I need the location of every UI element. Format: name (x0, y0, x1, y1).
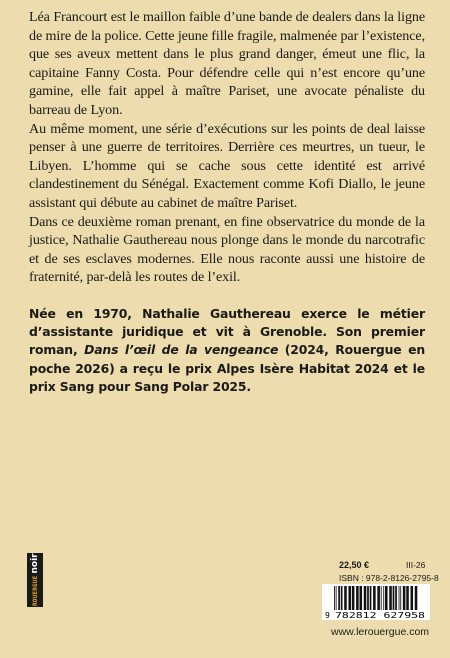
summary-paragraph: Dans ce deuxième roman prenant, en fine observatrice du monde de la justice, Nathalie Gauthereau nous plonge dans le monde du narcotrafic et de ses esclaves modernes. Elle nous raconte aussi une histoire de fraternité, par-delà les routes de l’exil. (29, 213, 425, 286)
barcode-bar (393, 586, 395, 610)
barcode-bar (400, 586, 401, 610)
barcode-bar (360, 586, 363, 610)
isbn-label: ISBN : 978-2-8126-2795-8 (339, 573, 439, 583)
barcode-graphic (322, 584, 430, 620)
barcode-bar (356, 586, 359, 610)
barcode-bar (364, 586, 367, 610)
back-cover-summary (29, 8, 425, 287)
barcode-bar (336, 586, 337, 610)
barcode-bar (383, 586, 384, 610)
barcode-bar (352, 586, 355, 610)
barcode-bar (411, 586, 414, 610)
publisher-logo (27, 553, 43, 607)
barcode-digits: 782812 627958 (335, 611, 426, 620)
series-code: III-26 (406, 560, 426, 570)
logo-rouergue-text: ROUERGUE (31, 575, 39, 606)
barcode-bar (341, 586, 343, 610)
barcode-bar (385, 586, 388, 610)
barcode (322, 584, 430, 620)
barcode-first-digit: 9 (325, 611, 330, 620)
barcode-bar (338, 586, 340, 610)
barcode-bar (381, 586, 382, 610)
publisher-website[interactable]: www.lerouergue.com (331, 626, 430, 638)
barcode-bar (373, 586, 376, 610)
summary-paragraph: Léa Francourt est le maillon faible d’une bande de dealers dans la ligne de mire de la police. Cette jeune fille fragile, malmenée par l’existence, que ses aveux mettent dans le plus grand danger, émeut une flic, la capitaine Fanny Costa. Pour défendre celle qui n’est encore qu’une gamine, elle fait appel à maître Pariset, une avocate pénaliste du barreau de Lyon. (29, 9, 425, 118)
barcode-bar (399, 586, 400, 610)
first-novel-title: Dans l’œil de la vengeance (84, 342, 279, 358)
barcode-bar (334, 586, 335, 610)
barcode-bar (389, 586, 392, 610)
barcode-bar (348, 586, 351, 610)
barcode-bar (370, 586, 372, 610)
summary-paragraph: Au même moment, une série d’exécutions sur les points de deal laisse penser à une guerre de territoires. Derrière ces meurtres, un tueur, le Libyen. L’homme qui se cache sous cette identité est arrivé clandestinement du Sénégal. Exactement comme Kofi Diallo, le jeune assistant qui débute au cabinet de maître Pariset. (29, 120, 425, 211)
barcode-bar (344, 586, 347, 610)
price-label: 22,50 € (339, 560, 370, 570)
barcode-bar (406, 586, 409, 610)
barcode-bar (377, 586, 380, 610)
barcode-bar (415, 586, 418, 610)
author-bio-text (29, 305, 425, 396)
bio-text-end: (2024, Rouergue en poche 2026) a reçu le prix Alpes Isère Habitat 2024 et le prix Sang pour Sang Polar 2025. (29, 342, 426, 394)
barcode-bar (403, 586, 406, 610)
bio-text-start: Née en 1970, Nathalie Gauthereau exerce le métier d’assistante juridique et vit à Grenoble. Son premier roman, (29, 306, 425, 358)
logo-noir-text: noir (30, 553, 40, 574)
publisher-logo-text (27, 553, 43, 607)
barcode-bar (367, 586, 369, 610)
barcode-bar (395, 586, 397, 610)
author-bio (29, 305, 425, 396)
